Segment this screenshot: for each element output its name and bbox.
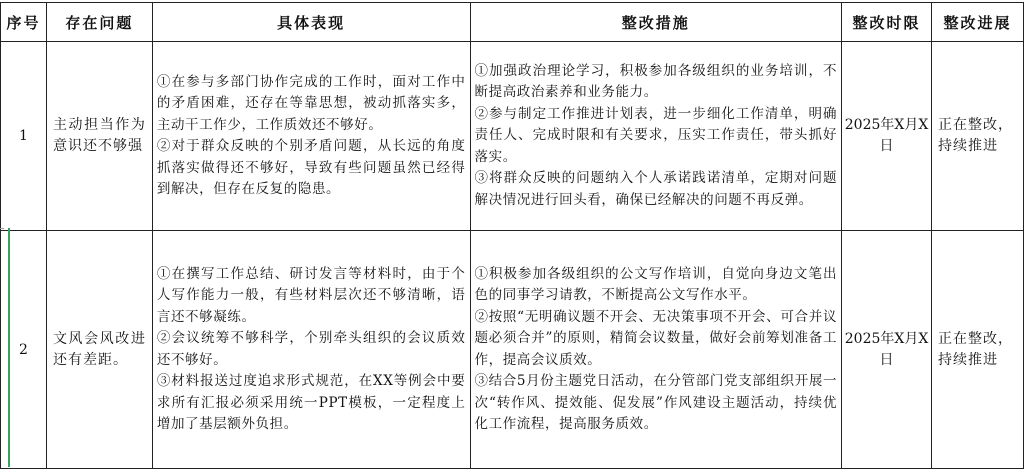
performance-item: ①在参与多部门协作完成的工作时，面对工作中的矛盾困难，还存在等靠思想，被动抓落实多，主动干工作少，工作质效还不够好。 bbox=[156, 73, 466, 133]
header-row bbox=[1, 3, 1024, 42]
header-issue[interactable]: 存在问题 bbox=[46, 3, 152, 42]
performance-item: ①在撰写工作总结、研讨发言等材料时，由于个人写作能力一般，有些材料层次还不够清晰，语言还不够凝练。 bbox=[156, 265, 466, 325]
row-index-cell[interactable]: 1 bbox=[1, 42, 47, 231]
measures-cell[interactable] bbox=[470, 42, 842, 231]
deadline-cell[interactable]: 2025年X月X日 bbox=[842, 42, 932, 231]
table-row bbox=[1, 231, 1024, 469]
measure-item: ③结合5月份主题党日活动，在分管部门党支部组织开展一次“转作风、提效能、促发展”作风建设主题活动，持续优化工作流程，提高服务质效。 bbox=[474, 373, 838, 432]
measures-cell[interactable] bbox=[470, 231, 842, 469]
row-index-cell[interactable]: 2 bbox=[1, 231, 47, 469]
measure-item: ③将群众反映的问题纳入个人承诺践诺清单，定期对问题解决情况进行回头看，确保已经解决的问题不再反弹。 bbox=[474, 170, 838, 208]
header-performance[interactable]: 具体表现 bbox=[152, 3, 470, 42]
performance-cell[interactable] bbox=[152, 231, 470, 469]
header-measures[interactable]: 整改措施 bbox=[470, 3, 842, 42]
header-index[interactable]: 序号 bbox=[1, 3, 47, 42]
performance-cell[interactable] bbox=[152, 42, 470, 231]
measure-item: ①加强政治理论学习，积极参加各级组织的业务培训，不断提高政治素养和业务能力。 bbox=[474, 62, 838, 101]
issue-cell[interactable]: 文风会风改进还有差距。 bbox=[46, 231, 152, 469]
header-deadline[interactable]: 整改时限 bbox=[842, 3, 932, 42]
header-progress[interactable]: 整改进展 bbox=[932, 3, 1024, 42]
performance-item: ②对于群众反映的个别矛盾问题，从长远的角度抓落实做得还不够好，导致有些问题虽然已经得到解决，但存在反复的隐患。 bbox=[156, 138, 466, 197]
progress-cell[interactable]: 正在整改，持续推进 bbox=[932, 42, 1024, 231]
measure-item: ①积极参加各级组织的公文写作培训，自觉向身边文笔出色的同事学习请教，不断提高公文写作水平。 bbox=[474, 265, 838, 303]
row-divider-tick bbox=[0, 228, 4, 229]
rectification-table bbox=[0, 2, 1024, 469]
selection-edge-marker bbox=[8, 228, 10, 467]
table-row bbox=[1, 42, 1024, 231]
issue-cell[interactable]: 主动担当作为意识还不够强 bbox=[46, 42, 152, 231]
measure-item: ②按照“无明确议题不开会、无决策事项不开会、可合并议题必须合并”的原则，精简会议数量，做好会前筹划准备工作，提高会议质效。 bbox=[474, 308, 838, 368]
deadline-cell[interactable]: 2025年X月X日 bbox=[842, 231, 932, 469]
measure-item: ②参与制定工作推进计划表，进一步细化工作清单，明确责任人、完成时限和有关要求，压实工作责任，带头抓好落实。 bbox=[474, 105, 838, 165]
performance-item: ②会议统筹不够科学，个别牵头组织的会议质效还不够好。 bbox=[156, 330, 466, 368]
performance-item: ③材料报送过度追求形式规范，在XX等例会中要求所有汇报必须采用统一PPT模板，一定程度上增加了基层额外负担。 bbox=[156, 373, 466, 432]
progress-cell[interactable]: 正在整改，持续推进 bbox=[932, 231, 1024, 469]
